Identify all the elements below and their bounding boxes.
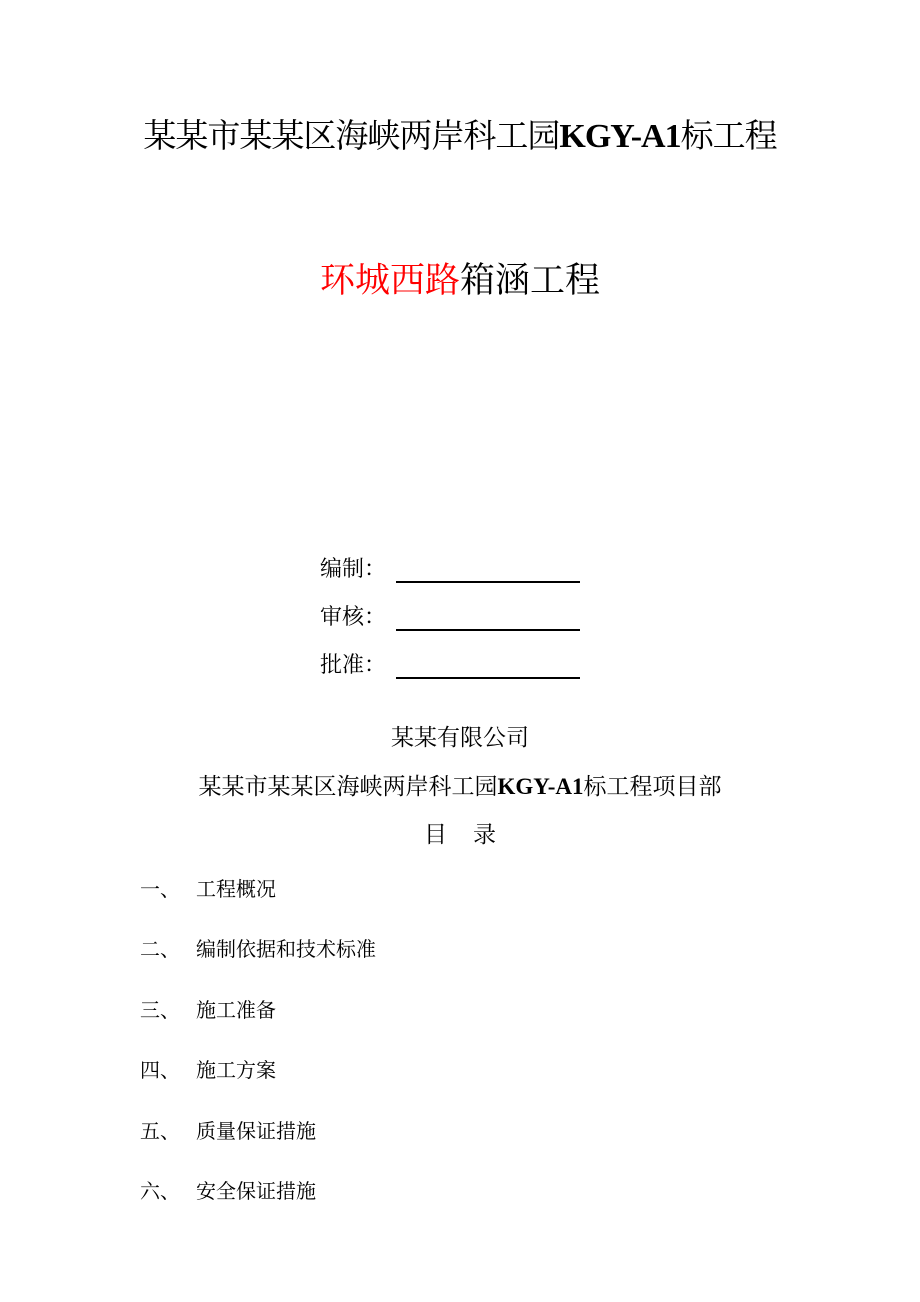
signature-approved [320,649,590,683]
document-subtitle [0,256,920,306]
subtitle-rest: 箱涵工程 [460,261,601,301]
toc-item-text: 施工方案 [196,1058,276,1082]
project-department [0,769,920,805]
dept-chinese: 某某市某某区海峡两岸科工园 [198,774,498,800]
toc-item-number: 二、 [140,937,180,961]
toc-heading-a: 目 [424,822,447,848]
toc-item-text: 工程概况 [196,877,276,901]
dept-code: KGY-A1 [497,774,584,799]
toc-heading [0,817,920,853]
signature-label: 编制： [320,557,387,582]
signature-reviewed [320,601,590,635]
document-title [0,112,920,161]
company-name: 某某有限公司 [391,725,529,751]
toc-item-number: 一、 [140,877,180,901]
toc-item-text: 安全保证措施 [196,1179,316,1203]
toc-item-text: 编制依据和技术标准 [196,937,376,961]
toc-item-text: 质量保证措施 [196,1119,316,1143]
title-code: KGY-A1 [559,118,681,155]
signature-line [396,677,580,679]
signature-compiled [320,553,590,587]
signature-label: 批准： [320,653,387,678]
toc-item-text: 施工准备 [196,998,276,1022]
toc-heading-b: 录 [473,822,496,848]
title-suffix: 标工程 [680,116,777,155]
toc-item-number: 五、 [140,1119,180,1143]
subtitle-highlight: 环城西路 [319,261,460,301]
signature-line [396,629,580,631]
toc-item-number: 六、 [140,1179,180,1203]
toc-item-number: 三、 [140,998,180,1022]
dept-suffix: 标工程项目部 [583,774,722,800]
title-chinese: 某某市某某区海峡两岸科工园 [143,116,560,155]
toc-item-number: 四、 [140,1058,180,1082]
signature-label: 审核： [320,605,387,630]
signature-line [396,581,580,583]
